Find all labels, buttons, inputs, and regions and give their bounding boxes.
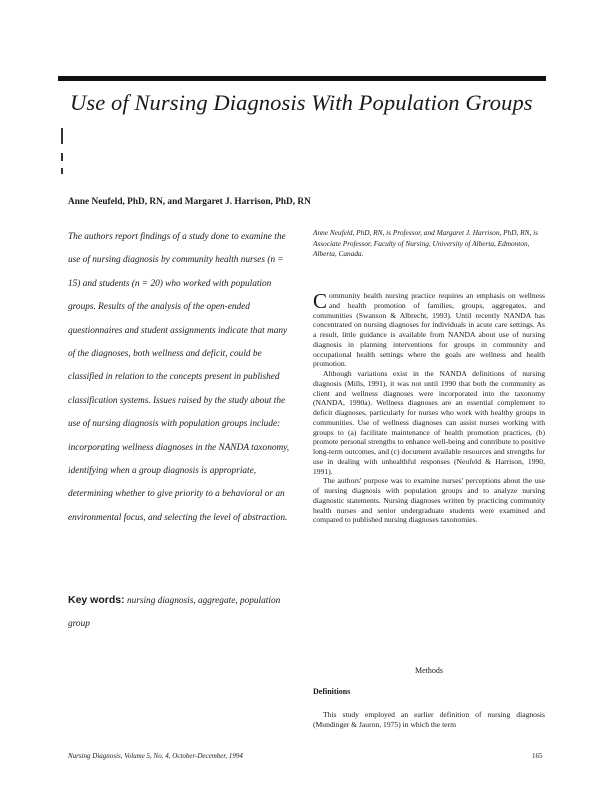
drop-cap: C (313, 289, 328, 313)
introduction (313, 291, 545, 525)
article-title: Use of Nursing Diagnosis With Population Groups (70, 90, 533, 115)
subsection-heading-definitions: Definitions (313, 687, 351, 696)
margin-mark (61, 153, 63, 161)
paragraph: Community health nursing practice requires an emphasis on wellness and health promotion of families, groups, aggregates, and communities (Swanson & Albrecht, 1993). Until recently NANDA has concentrated on nursing diagnoses for individuals in acute care settings. As a result, little guidance is available from NANDA about use of nursing diagnosis in planning interventions for groups in community and occupational health settings where the goals are wellness and health promotion. (313, 289, 545, 369)
paragraph: This study employed an earlier definition of nursing diagnosis (Mundinger & Jauron, 1975) in which the term (313, 710, 545, 729)
footer-journal-citation: Nursing Diagnosis, Volume 5, No. 4, October-December, 1994 (68, 752, 243, 760)
section-heading-methods: Methods (415, 666, 443, 675)
author-line: Anne Neufeld, PhD, RN, and Margaret J. Harrison, PhD, RN (68, 197, 311, 207)
keywords-label: Key words: (68, 594, 125, 606)
page-number: 165 (532, 752, 543, 760)
abstract: The authors report findings of a study done to examine the use of nursing diagnosis by community health nurses (n = 15) and students (n = 20) who worked with population groups. Results of the analysis of the open-ended questionnaires and student assignments indicate that many of the diagnoses, both wellness and deficit, could be classified in relation to the concepts present in published classification systems. Issues raised by the study about the use of nursing diagnosis with population groups include: incorporating wellness diagnoses in the NANDA taxonomy, identifying when a group diagnosis is appropriate, determining whether to give priority to a behavioral or an environmental focus, and selecting the level of abstraction. (68, 232, 290, 523)
title-rule (58, 76, 546, 81)
margin-mark (61, 128, 63, 144)
paragraph: The authors' purpose was to examine nurses' perceptions about the use of nursing diagnosis with population groups and to analyze nursing diagnostic statements. Nursing diagnoses written by practicing community health nurses and senior undergraduate students were examined and compared to published nursing diagnoses taxonomies. (313, 476, 545, 525)
definitions-body (313, 710, 545, 730)
keywords (68, 589, 290, 636)
keywords-text: nursing diagnosis, aggregate, population group (68, 596, 281, 629)
margin-mark (61, 168, 63, 174)
author-affiliation: Anne Neufeld, PhD, RN, is Professor, and Margaret J. Harrison, PhD, RN, is Associate Professor, Faculty of Nursing, University of Alberta, Edmonton, Alberta, Canada. (313, 228, 538, 258)
paragraph: Although variations exist in the NANDA definitions of nursing diagnosis (Mills, 1991), it was not until 1990 that both the community as client and wellness diagnoses were incorporated into the taxonomy (NANDA, 1990a). Wellness diagnoses are an essential complement to deficit diagnoses, particularly for nurses who work with healthy groups in communities. Use of wellness diagnoses can assist nurses working with groups to (a) facilitate maintenance of health promotion practices, (b) promote personal strengths to enhance well-being and contribute to positive long-term outcomes, and (c) document available resources and strengths for use in dealing with unhealthful responses (Neufeld & Harrison, 1990, 1991). (313, 369, 545, 476)
